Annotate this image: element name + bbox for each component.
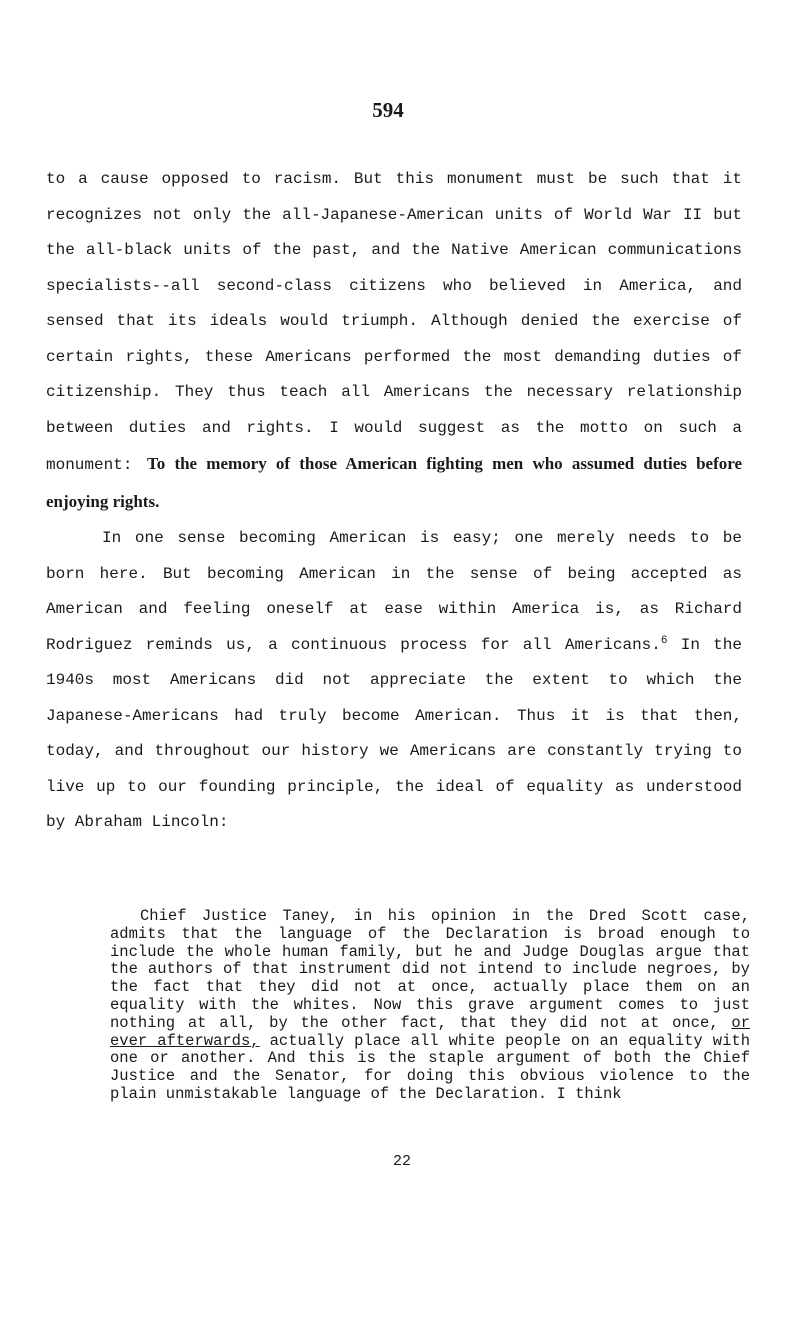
lincoln-quote	[110, 908, 750, 1104]
paragraph-becoming-american	[46, 521, 742, 841]
quote-text-2: actually place all white people on an equality with one or another. And this is the staple argument of both the Chief Justice and the Senator, for doing this obvious violence to the plain unmistakable language of the Declaration. I think	[110, 1031, 750, 1103]
paragraph-monument	[46, 162, 742, 521]
body-text	[46, 162, 742, 841]
page-number-top: 594	[372, 98, 404, 122]
quote-text: Chief Justice Taney, in his opinion in the Dred Scott case, admits that the language of the Declaration is broad enough to include the whole human family, but he and Judge Douglas argue that the authors of that instrument did not intend to include negroes, by the fact that they did not at once, actually place them on an equality with the whites. Now this grave argument comes to just nothing at all, by the other fact, that they did not at once,	[110, 907, 750, 1032]
motto-text: To the memory of those American fighting men who assumed duties before enjoying rights.	[46, 454, 743, 511]
page-number-bottom: 22	[392, 1153, 411, 1170]
paragraph-monument-text: to a cause opposed to racism. But this monument must be such that it recognizes not only the all-Japanese-American units of World War II but the all-black units of the past, and the Native American communications specialists--all second-class citizens who believed in America, and sensed that its ideals would triumph. Although denied the exercise of certain rights, these Americans performed the most demanding duties of citizenship. They thus teach all Americans the necessary relationship between duties and rights. I would suggest as the motto on such a monument:	[46, 170, 742, 474]
footnote-marker: 6	[660, 634, 668, 647]
quote-underlined-text: or ever afterwards,	[110, 1013, 750, 1050]
paragraph-becoming-american-text: In one sense becoming American is easy; one merely needs to be born here. But becoming American in the sense of being accepted as American and feeling oneself at ease within America is, as Richard Rodriguez reminds us, a continuous process for all Americans.	[46, 529, 742, 654]
paragraph-becoming-american-text-2: In the 1940s most Americans did not appreciate the extent to which the Japanese-Americans had truly become American. Thus it is that then, today, and throughout our history we Americans are constantly trying to live up to our founding principle, the ideal of equality as understood by Abraham Lincoln:	[46, 635, 742, 831]
